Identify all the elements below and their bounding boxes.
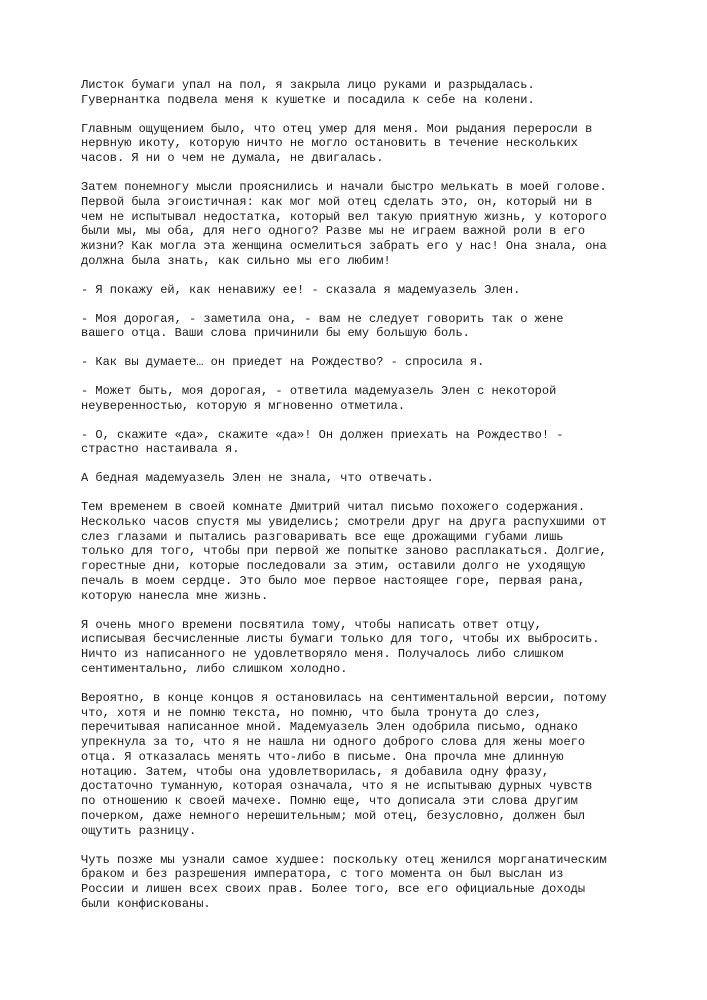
paragraph-2: Главным ощущением было, что отец умер для меня. Мои рыдания переросли в нервную икоту, которую ничто не могло остановить в течение нескольких часов. Я ни о чем не думала, не двигалась. (81, 121, 593, 166)
text-body (81, 78, 641, 926)
paragraph-3: Затем понемногу мысли прояснились и начали быстро мелькать в моей голове. Первой была эгоистичная: как мог мой отец сделать это, он, который ни в чем не испытывал недостатка, который вел такую приятную жизнь, у которого были мы, мы оба, для него одного? Разве мы не играем важной роли в его жизни? Как могла эта женщина осмелиться забрать его у нас! Она знала, она должна была знать, как сильно мы его любим! (81, 179, 607, 268)
paragraph-4: - Я покажу ей, как ненавижу ее! - сказала я мадемуазель Элен. (81, 282, 521, 297)
paragraph-1: Листок бумаги упал на пол, я закрыла лицо руками и разрыдалась. Гувернантка подвела меня к кушетке и посадила к себе на колени. (81, 78, 535, 107)
paragraph-11: Я очень много времени посвятила тому, чтобы написать ответ отцу, исписывая бесчисленные листы бумаги только для того, чтобы их выбросить. Ничто из написанного не удовлетворяло меня. Получалось либо слишком сентиментально, либо слишком холодно. (81, 617, 600, 676)
paragraph-8: - О, скажите «да», скажите «да»! Он должен приехать на Рождество! - страстно настаивала я. (81, 427, 564, 457)
paragraph-9: А бедная мадемуазель Элен не знала, что отвечать. (81, 471, 434, 486)
paragraph-5: - Моя дорогая, - заметила она, - вам не следует говорить так о жене вашего отца. Ваши слова причинили бы ему большую боль. (81, 311, 564, 341)
paragraph-7: - Может быть, моя дорогая, - ответила мадемуазель Элен с некоторой неуверенностью, которую я мгновенно отметила. (81, 383, 557, 413)
paragraph-12: Вероятно, в конце концов я остановилась на сентиментальной версии, потому что, хотя и не помню текста, но помню, что была тронута до слез, перечитывая написанное мной. Мадемуазель Элен одобрила письмо, однако упрекнула за то, что я не нашла ни одного доброго слова для жены моего отца. Я отказалась менять что-либо в письме. Она прочла мне длинную нотацию. Затем, чтобы она удовлетворилась, я добавила одну фразу, достаточно туманную, которая означала, что я не испытываю дурных чувств по отношению к своей мачехе. Помню еще, что дописала эти слова другим почерком, даже немного нерешительным; мой отец, безусловно, должен был ощутить разницу. (81, 690, 607, 838)
paragraph-6: - Как вы думаете… он приедет на Рождество? - спросила я. (81, 355, 485, 370)
paragraph-13: Чуть позже мы узнали самое худшее: поскольку отец женился морганатическим браком и без разрешения императора, с того момента он был выслан из России и лишен всех своих прав. Более того, все его официальные доходы были конфискованы. (81, 852, 607, 912)
paragraph-10: Тем временем в своей комнате Дмитрий читал письмо похожего содержания. Несколько часов спустя мы увиделись; смотрели друг на друга распухшими от слез глазами и пытались разговаривать все еще дрожащими губами лишь только для того, чтобы при первой же попытке заново расплакаться. Долгие, горестные дни, которые последовали за этим, оставили долго не уходящую печаль в моем сердце. Это было мое первое настоящее горе, первая рана, которую нанесла мне жизнь. (81, 499, 607, 603)
